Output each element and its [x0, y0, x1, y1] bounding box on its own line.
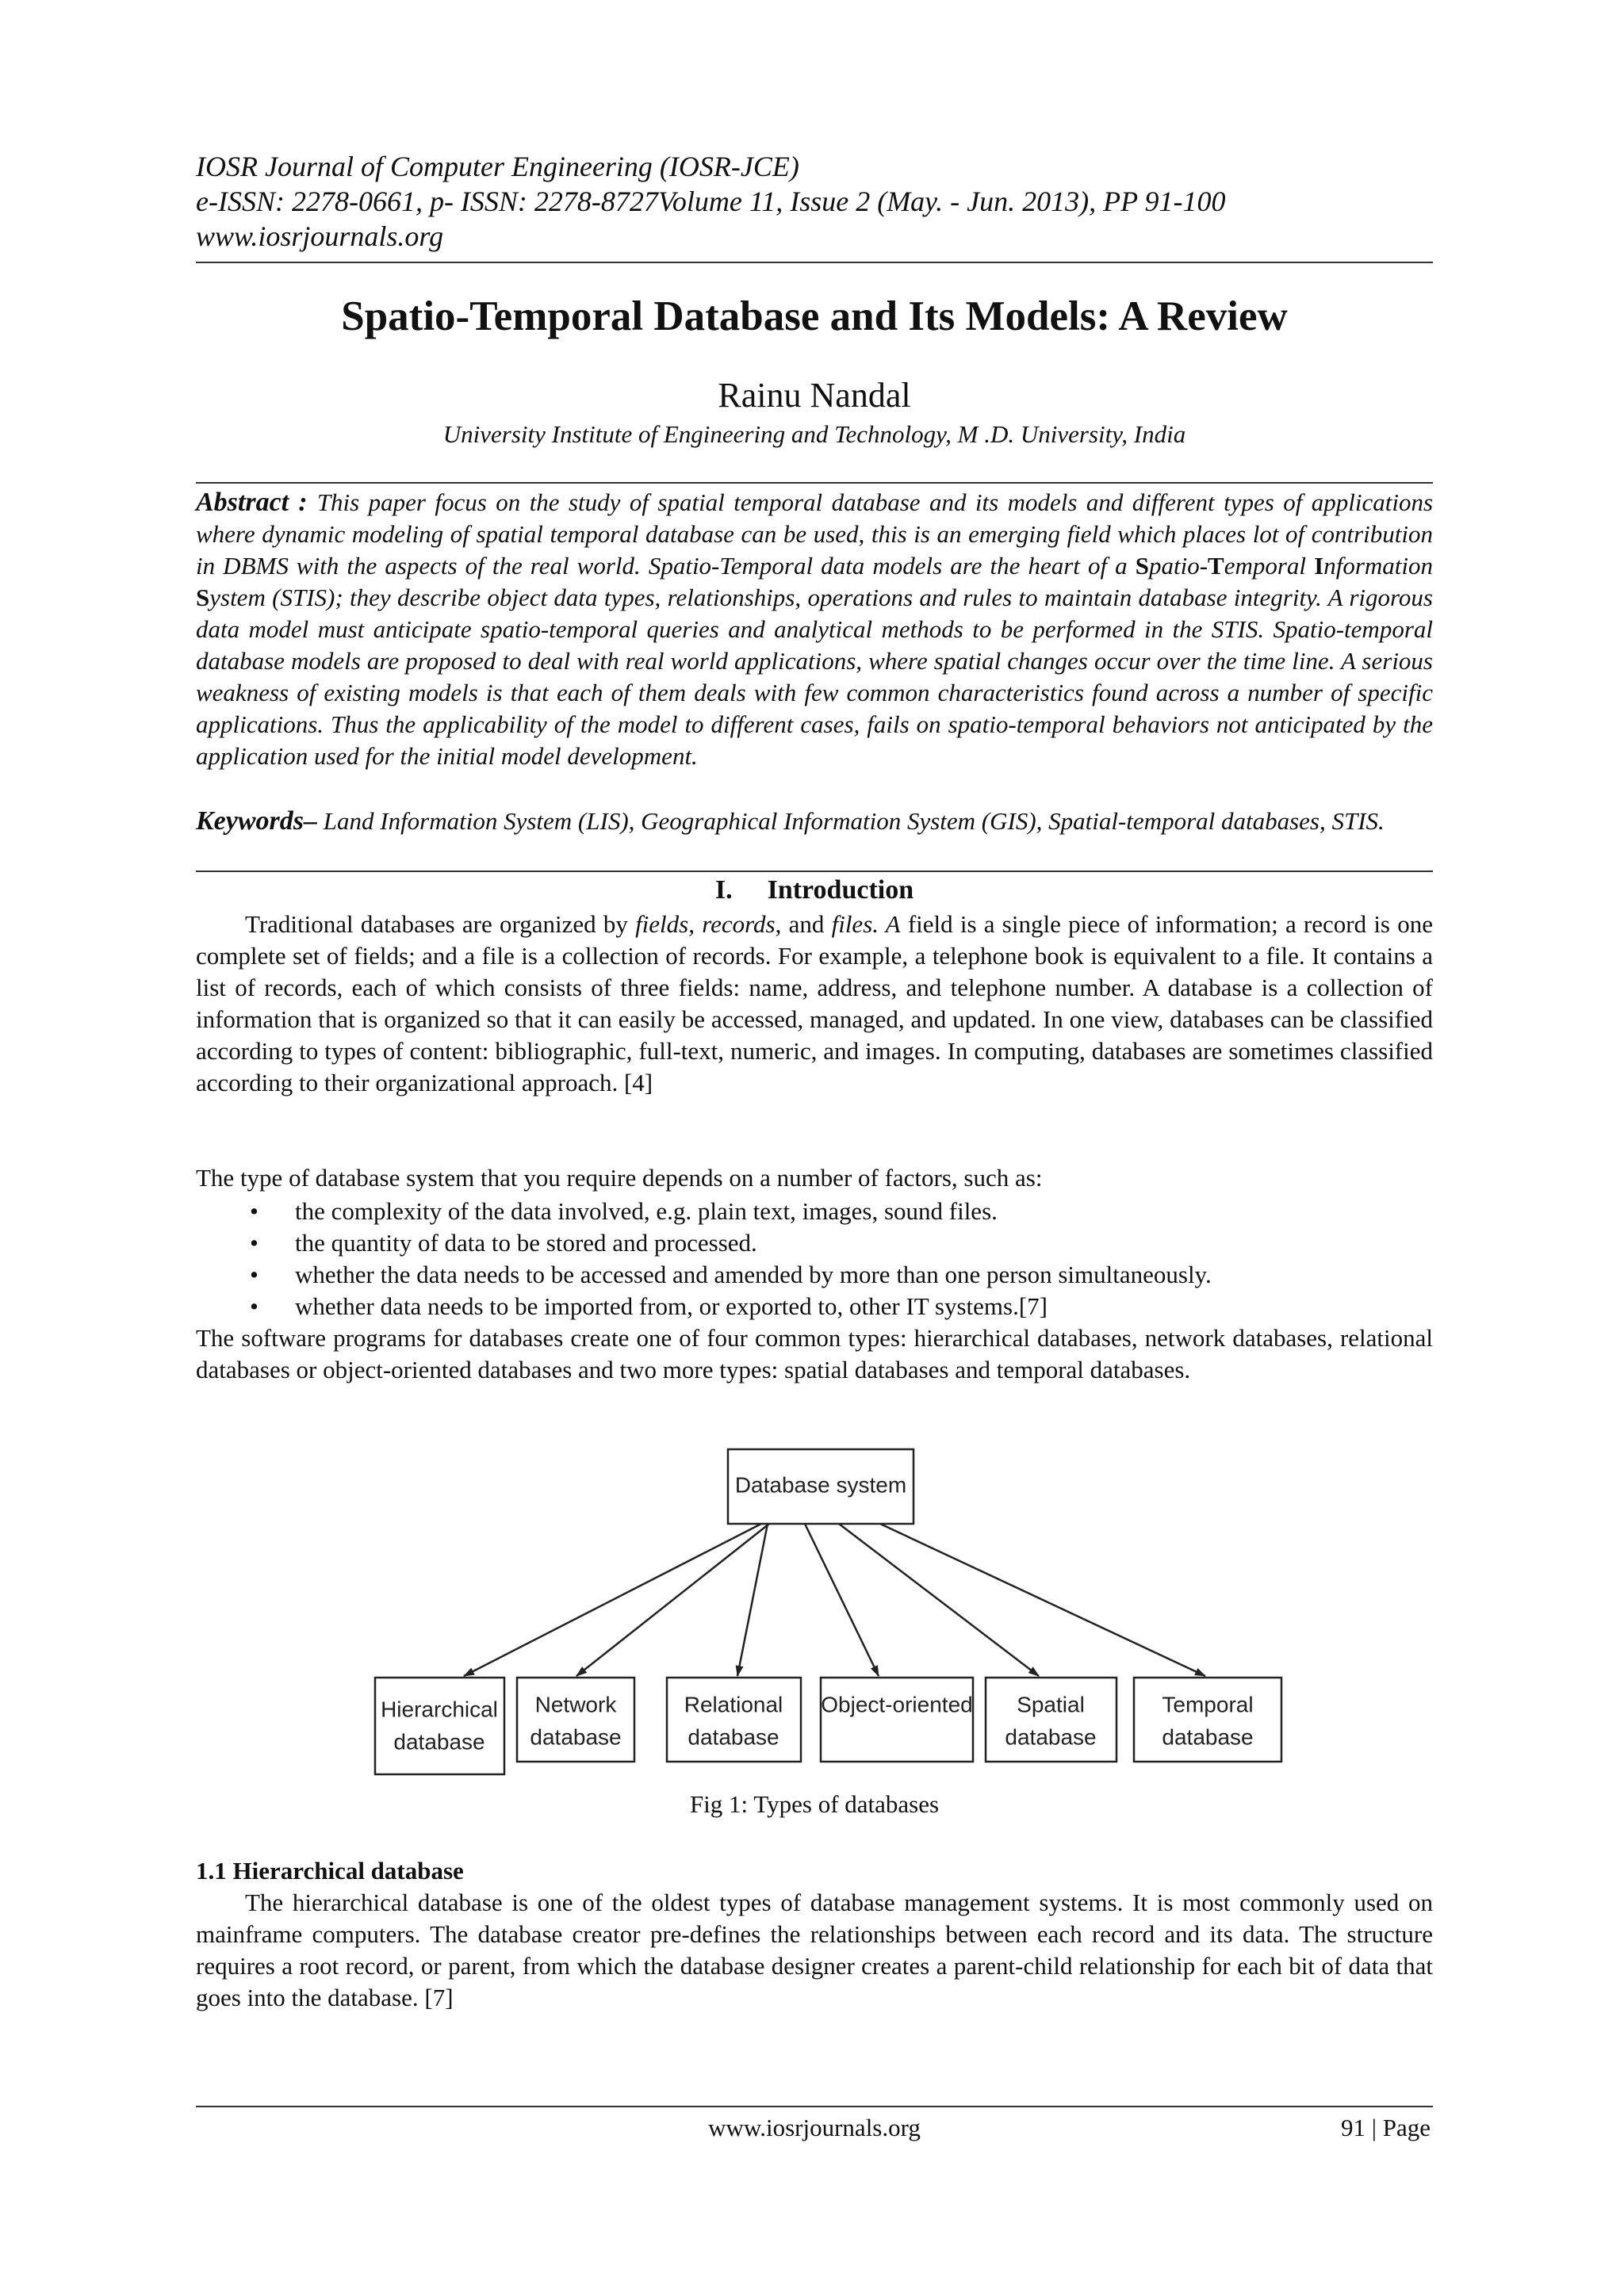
figure-caption: Fig 1: Types of databases [689, 1790, 940, 1818]
diagram-arrows [464, 1524, 1205, 1676]
bullet-icon: • [250, 1197, 259, 1225]
acronym-letter-s: S [1135, 552, 1149, 580]
box-label-line: Temporal [1162, 1692, 1254, 1717]
box-label-line: Relational [684, 1692, 783, 1717]
abstract-word: patio- [1148, 552, 1208, 580]
intro-paragraph-3: The software programs for databases create one of four common types: hierarchical databases, network databases, relational databases or object-oriented databases and two more types: spatial databases and temporal databases. [196, 1324, 1433, 1383]
abstract-text-2: ystem (STIS); they describe object data types, relationships, operations and rules to maintain database integrity. A rigorous data model must anticipate spatio-temporal queries and analytical methods to be performed in the STIS. Spatio-temporal database models are proposed to deal with real world applications, where spatial changes occur over the time line. A serious weakness of existing models is that each of them deals with few common characteristics found across a number of specific applications. Thus the applicability of the model to different cases, fails on spatio-temporal behaviors not anticipated by the application used for the initial model development. [196, 584, 1433, 770]
box-label-line: Spatial [1017, 1692, 1085, 1717]
acronym-letter-i: I [1314, 552, 1324, 580]
box-label-line: database [1162, 1724, 1254, 1750]
box-network [517, 1678, 634, 1762]
list-item-text: the quantity of data to be stored and processed. [295, 1229, 757, 1257]
box-label-line: database [688, 1724, 779, 1750]
box-label-line: Network [534, 1692, 617, 1717]
arrow-to-temporal [880, 1524, 1205, 1676]
text-run: Traditional databases are organized by [245, 910, 636, 938]
box-label-line: Hierarchical [381, 1697, 498, 1722]
list-item-text: whether the data needs to be accessed and amended by more than one person simultaneously. [295, 1261, 1212, 1288]
arrow-to-hierarchical [464, 1524, 761, 1676]
arrow-to-network [576, 1524, 769, 1676]
subsection-paragraph: The hierarchical database is one of the oldest types of database management systems. It is most commonly used on mainframe computers. The database creator pre-defines the relationships between each record and its data. The structure requires a root record, or parent, from which the database designer creates a parent-child relationship for each bit of data that goes into the database. [7] [196, 1888, 1433, 2011]
box-label-line: database [1005, 1724, 1097, 1750]
acronym-letter-t: T [1208, 552, 1224, 580]
subsection-heading: 1.1 Hierarchical database [196, 1857, 464, 1885]
keywords-text: Land Information System (LIS), Geographical Information System (GIS), Spatial-temporal databases, STIS. [317, 807, 1385, 835]
abstract-word: emporal [1224, 552, 1315, 580]
intro-paragraph-2: The type of database system that you require depends on a number of factors, such as: [196, 1164, 1043, 1192]
box-relational [667, 1678, 801, 1762]
bullet-icon: • [250, 1261, 259, 1288]
footer-rule [196, 2106, 1433, 2107]
page-number: 91 | Page [1341, 2114, 1431, 2141]
box-label-line: database [393, 1729, 485, 1755]
issn-line: e-ISSN: 2278-0661, p- ISSN: 2278-8727Volume 11, Issue 2 (May. - Jun. 2013), PP 91-100 [196, 186, 1226, 217]
section-title: Introduction [767, 875, 914, 905]
box-hierarchical [375, 1678, 504, 1774]
paper-title: Spatio-Temporal Database and Its Models: A Review [341, 293, 1288, 339]
box-temporal [1134, 1678, 1281, 1762]
section-number: I. [714, 875, 733, 905]
box-label-line: database [530, 1724, 622, 1750]
list-item-text: the complexity of the data involved, e.g. plain text, images, sound files. [295, 1197, 998, 1225]
arrow-to-spatial [839, 1524, 1039, 1676]
keywords-label: Keywords– [196, 806, 317, 836]
author-name: Rainu Nandal [718, 376, 911, 415]
root-box [728, 1449, 914, 1524]
abstract-label: Abstract [196, 488, 289, 517]
text-run: field is a single piece of information; a record is one complete set of fields; and a file is a collection of records. For example, a telephone book is equivalent to a file. It contains a list of records, each of which consists of three fields: name, address, and telephone number. A database is a collection of information that is organized so that it can easily be accessed, managed, and updated. In one view, databases can be classified according to types of content: bibliographic, full-text, numeric, and images. In computing, databases are sometimes classified according to their organizational approach. [4] [196, 910, 1433, 1096]
abstract-separator: : [289, 488, 317, 517]
box-label-line: Object-oriented [821, 1692, 973, 1717]
author-affiliation: University Institute of Engineering and Technology, M .D. University, India [442, 420, 1186, 448]
footer-website[interactable]: www.iosrjournals.org [708, 2114, 921, 2141]
box-spatial [986, 1678, 1116, 1762]
text-run: , and [775, 910, 832, 938]
list-item-text: whether data needs to be imported from, or exported to, other IT systems.[7] [295, 1292, 1048, 1320]
acronym-letter-s2: S [196, 584, 210, 611]
bullet-icon: • [250, 1229, 259, 1257]
box-object-oriented [821, 1678, 973, 1762]
journal-website[interactable]: www.iosrjournals.org [196, 220, 444, 252]
text-run-italic: fields, records [635, 910, 776, 938]
bullet-icon: • [250, 1292, 259, 1320]
text-run-italic: files. A [831, 910, 901, 938]
abstract-word: nformation [1323, 552, 1433, 580]
abstract-text-1: This paper focus on the study of spatial temporal database and its models and different types of applications where dynamic modeling of spatial temporal database can be used, this is an emerging field which places lot of contribution in DBMS with the aspects of the real world. Spatio-Temporal data models are the heart of a [196, 488, 1434, 580]
arrow-to-relational [737, 1524, 768, 1676]
root-label: Database system [734, 1472, 907, 1498]
journal-name: IOSR Journal of Computer Engineering (IOSR-JCE) [196, 151, 799, 182]
